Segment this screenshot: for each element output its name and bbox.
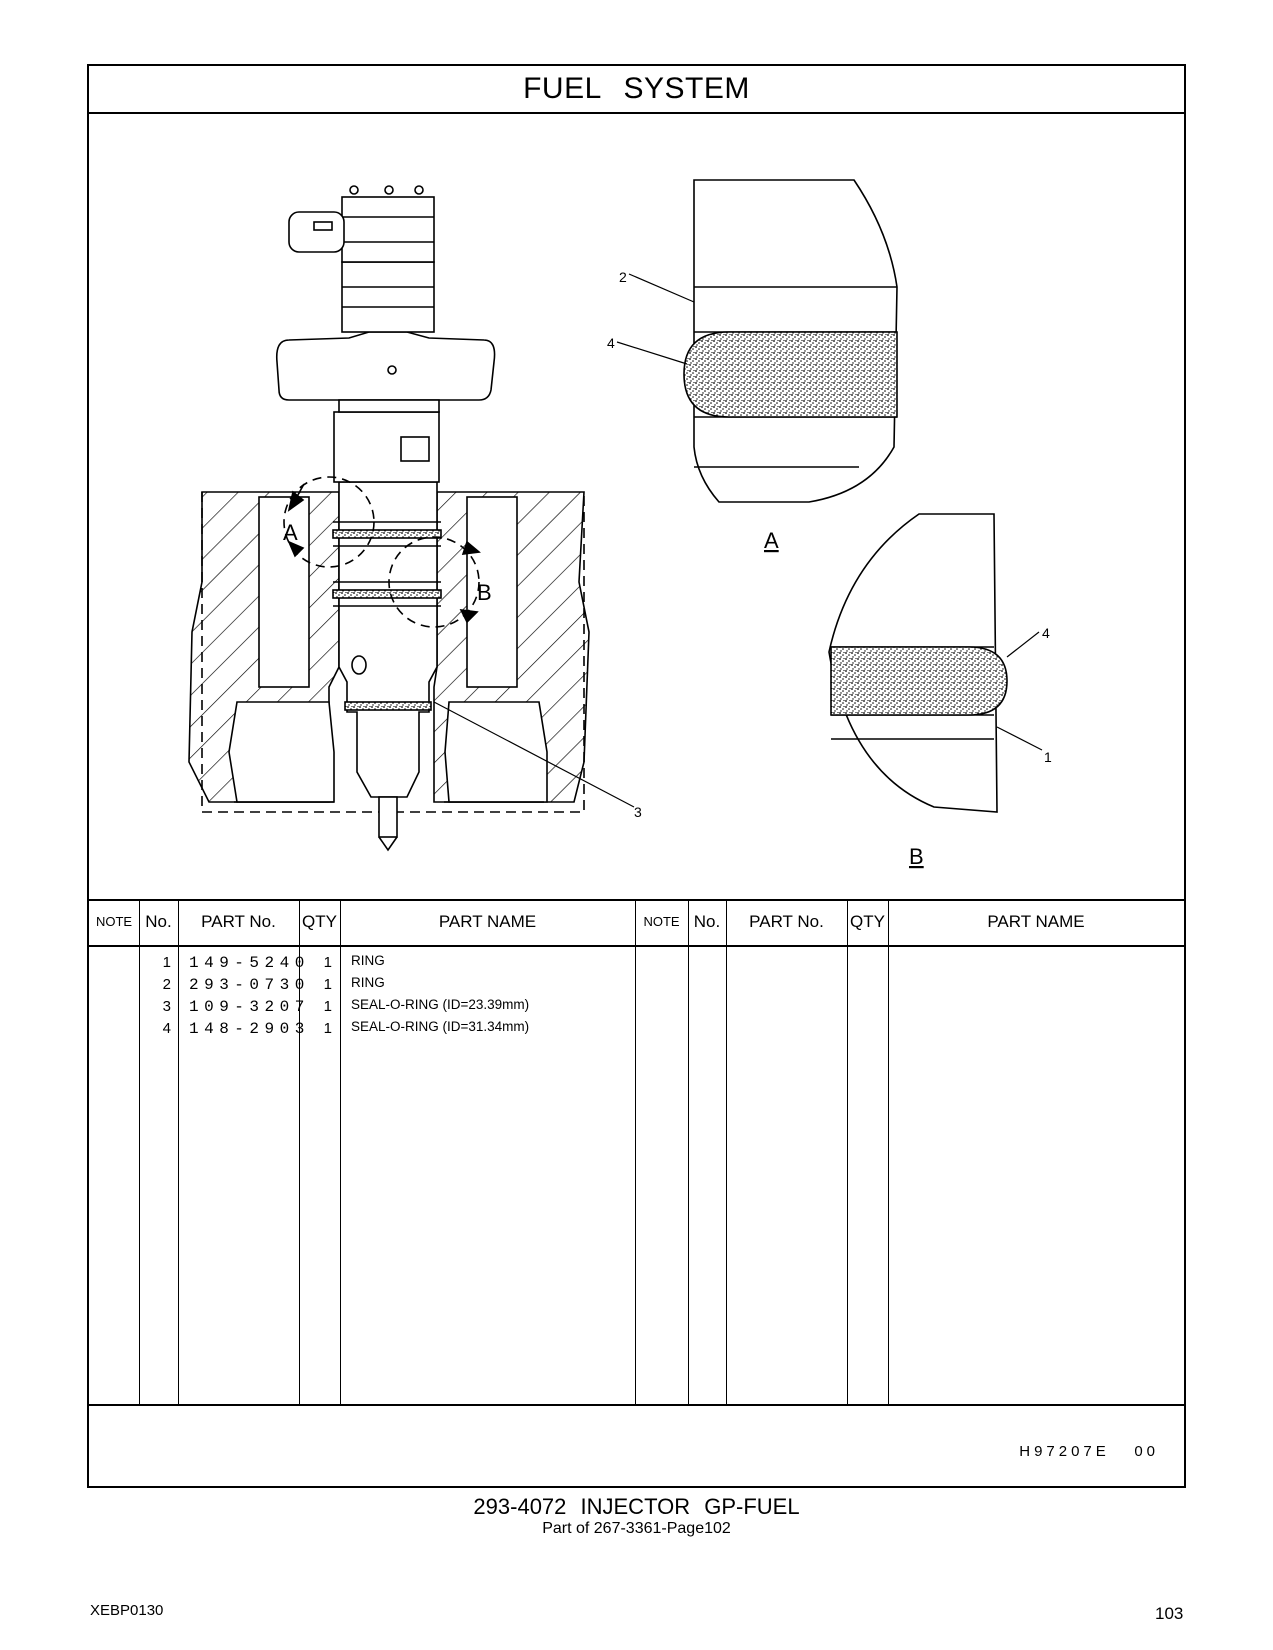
row-part-name: RING xyxy=(351,975,385,990)
detail-a-marker: A xyxy=(283,520,298,545)
row-qty: 1 xyxy=(323,998,332,1015)
seal-band-lower xyxy=(345,702,431,710)
header-part-no: PART No. xyxy=(201,912,276,931)
row-qty: 1 xyxy=(323,1020,332,1037)
row-no: 1 xyxy=(162,954,171,971)
parts-page-frame xyxy=(87,64,1186,1488)
seal-band-upper xyxy=(333,530,441,538)
detail-b-marker: B xyxy=(477,580,492,605)
assembly-subtitle: Part of 267-3361-Page102 xyxy=(542,1520,731,1537)
exploded-illustration xyxy=(89,112,1184,899)
drawing-code xyxy=(1019,1443,1159,1460)
row-part-name: RING xyxy=(351,953,385,968)
parts-table xyxy=(89,899,1184,1406)
row-part-no: 149-5240 xyxy=(189,954,310,972)
header-part-no-right: PART No. xyxy=(749,912,824,931)
assembly-title: 293-4072 INJECTOR GP-FUEL xyxy=(473,1494,800,1519)
injector-drawing xyxy=(89,112,1184,899)
detail-b-title: B xyxy=(909,844,924,869)
row-part-no: 109-3207 xyxy=(189,998,310,1016)
callout-4-detail-b: 4 xyxy=(1042,625,1050,641)
document-id: XEBP0130 xyxy=(90,1602,164,1619)
detail-a-o-ring xyxy=(684,332,897,417)
header-qty: QTY xyxy=(302,912,337,931)
section-title-bar xyxy=(89,66,1184,114)
callout-4-detail-a: 4 xyxy=(607,335,615,351)
row-no: 2 xyxy=(162,976,171,993)
header-note-right: NOTE xyxy=(643,914,680,929)
header-no-right: No. xyxy=(693,912,721,931)
row-part-no: 293-0730 xyxy=(189,976,310,994)
header-part-name: PART NAME xyxy=(438,912,537,931)
callout-1: 1 xyxy=(1044,749,1052,765)
row-qty: 1 xyxy=(323,976,332,993)
header-part-name-right: PART NAME xyxy=(987,912,1085,931)
detail-a-title: A xyxy=(764,528,779,553)
detail-b-o-ring xyxy=(831,647,1007,715)
header-no: No. xyxy=(145,912,172,931)
page-number: 103 xyxy=(1155,1604,1184,1623)
solenoid-head xyxy=(342,197,434,262)
row-part-no: 148-2903 xyxy=(189,1020,310,1038)
header-qty-right: QTY xyxy=(850,912,885,931)
drawing-code-rev: 00 xyxy=(1134,1443,1159,1460)
row-no: 3 xyxy=(162,998,171,1015)
row-qty: 1 xyxy=(323,954,332,971)
header-note: NOTE xyxy=(95,914,133,929)
callout-2: 2 xyxy=(619,269,627,285)
drawing-code-id: H97207E xyxy=(1019,1443,1110,1460)
seal-band-middle xyxy=(333,590,441,598)
callout-3: 3 xyxy=(634,804,642,820)
row-part-name: SEAL-O-RING (ID=23.39mm) xyxy=(351,997,530,1012)
section-title: FUEL SYSTEM xyxy=(523,72,750,105)
row-part-name: SEAL-O-RING (ID=31.34mm) xyxy=(351,1019,530,1034)
row-no: 4 xyxy=(162,1020,171,1037)
injector-clamp xyxy=(277,332,495,400)
